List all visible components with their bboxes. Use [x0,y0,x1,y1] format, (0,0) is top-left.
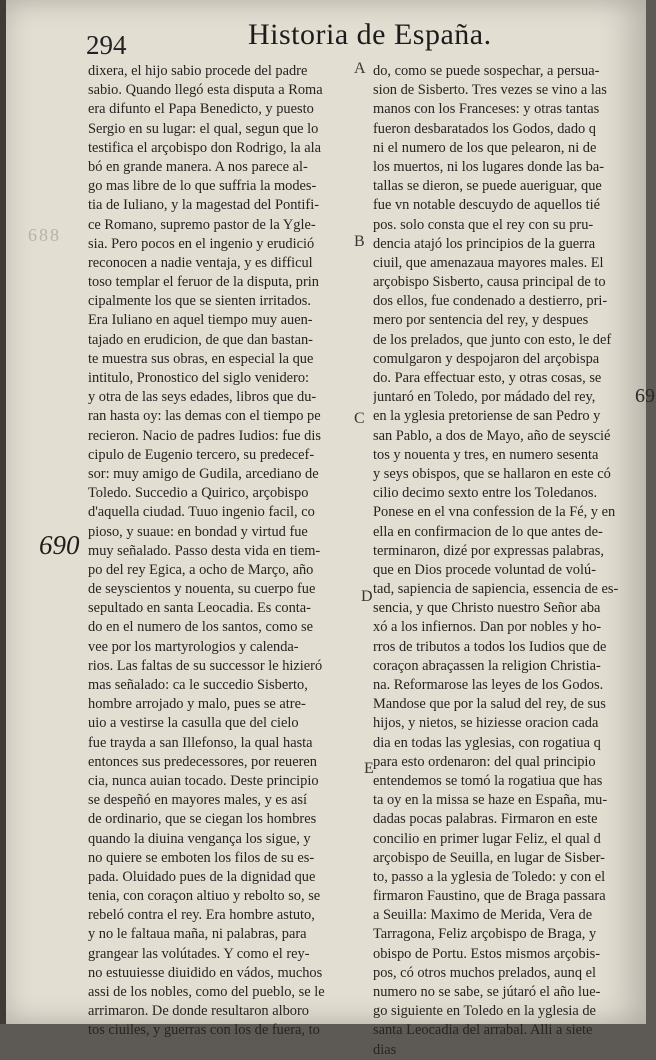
text-line: era difunto el Papa Benedicto, y puesto [88,101,314,118]
text-line: y no le faltaua maña, ni palabras, para [88,926,307,943]
text-line: reconocen a nadie ventaja, y es difficul [88,254,313,271]
text-line: para esto ordenaron: del qual principio [373,753,596,770]
text-line: d'aquella ciudad. Tuuo ingenio facil, co [88,504,315,521]
text-line: obispo de Portu. Estos mismos arçobis- [373,945,601,962]
text-line: intitulo, Pronostico del siglo venidero: [88,370,310,386]
text-line: firmaron Faustino, que de Braga passara [373,888,606,905]
show-through-number: 688 [28,225,61,245]
page-number: 294 [86,30,127,60]
text-line: pada. Oluidado pues de la dignidad que [88,868,316,885]
text-line: dencia atajó los principios de la guerra [373,235,596,252]
text-line: san Pablo, a dos de Mayo, año de seyscié [373,427,611,444]
text-line: assi de los nobles, como del pueblo, se le [88,984,325,1000]
text-line: entonces sus predecessores, por reueren [88,753,317,770]
text-line: do, como se puede sospechar, a persua- [373,63,600,79]
section-letter-e: E [364,760,374,777]
text-line: fueron desbaratados los Godos, dado q [373,120,597,137]
margin-year-left: 690 [39,530,80,560]
text-line: de los prelados, que junto con esto, le def [373,331,612,348]
text-line: go siguiente en Toledo en la yglesia de [373,1003,596,1020]
text-line: arçobispo Sisberto, causa principal de to [373,274,606,291]
text-line: los muertos, ni los lugares donde las ba- [373,158,605,175]
text-line: entendemos se tomó la rogatiua que has [373,772,603,789]
text-line: dia en todas las yglesias, con rogatiua q [373,734,601,751]
text-line: sion de Sisberto. Tres vezes se vino a las [373,82,607,99]
text-line: dias [373,1041,397,1058]
text-line: no estuuiesse diuidido en vádos, muchos [88,964,323,981]
text-line: fue vn notable descuydo de aquellos tié [373,197,600,214]
text-line: vee por los martyrologios y calenda- [88,638,299,655]
text-line: te muestra sus obras, en especial la que [88,350,314,367]
section-letter-c: C [354,410,365,427]
text-line: ce Romano, supremo pastor de la Ygle- [88,216,316,233]
text-line: quando la diuina vengança los sigue, y [88,830,311,847]
text-line: rros de tributos a todos los Iudios que de [373,638,607,655]
right-text-column [373,62,643,1058]
text-line: ni el numero de los que pelearon, ni de [373,139,597,156]
text-line: grangear las volútades. Y como el rey- [88,945,310,962]
text-line: dos ellos, fue condenado a destierro, pri- [373,293,608,310]
left-text-column [88,62,358,1039]
text-line: santa Leocadia del arrabal. Alli a siete [373,1022,593,1039]
text-line: po del rey Egica, a ocho de Março, año [88,561,314,578]
text-line: tia de Iuliano, y la magestad del Pontifi- [88,197,319,214]
text-line: cipalmente los que se sienten irritados. [88,293,311,310]
text-line: de seyscientos y nouenta, su cuerpo fue [88,581,316,598]
text-line: Era Iuliano en aquel tiempo muy auen- [88,312,313,329]
text-line: testifica el arçobispo don Rodrigo, la ala [88,139,321,156]
text-line: pioso, y suaue: en bondad y virtud fue [88,523,308,540]
text-line: pos, có otros muchos prelados, aunq el [373,964,597,981]
text-line: sia. Pero pocos en el ingenio y erudició [88,235,315,252]
text-line: mas señalado: ca le succedio Sisberto, [88,677,308,693]
text-line: no quiere se emboten los filos de su es- [88,849,315,866]
text-line: ran hasta oy: las demas con el tiempo pe [88,408,321,425]
text-line: rios. Las faltas de su successor le hizieró [88,657,323,674]
text-line: arrimaron. De donde resultaron alboro [88,1003,309,1020]
text-line: ciuil, que amenazaua mayores males. El [373,254,604,271]
text-line: tos y nouenta y tres, en numero sesenta [373,446,599,463]
text-line: fue trayda a san Illefonso, la qual hasta [88,734,313,751]
text-line: Sergio en su lugar: el qual, segun que lo [88,120,319,137]
text-line: Mandose que por la salud del rey, de sus [373,696,606,713]
text-line: tajado en erudicion, de que dan bastan- [88,331,313,348]
text-line: hombre arrojado y malo, pues se atre- [88,696,306,713]
text-line: terminaron, dizé por expressas palabras, [373,542,604,559]
text-line: comulgaron y despojaron del arçobispa [373,350,600,367]
text-line: cilio decimo sexto entre los Toledanos. [373,485,598,502]
text-line: pos. solo consta que el rey con su pru- [373,216,594,233]
text-line: ta oy en la missa se haze en España, mu- [373,792,608,809]
text-line: tallas se dieron, se puede aueriguar, que [373,178,602,195]
text-line: manos con los Franceses: y otras tantas [373,101,600,118]
margin-year-right: 69 [635,385,655,407]
text-line: a Seuilla: Maximo de Merida, Vera de [373,907,593,924]
text-line: Tarragona, Feliz arçobispo de Braga, y [373,926,597,943]
text-line: tenia, con coraçon altiuo y rebolto so, se [88,888,321,905]
text-line: cia, nunca auian tocado. Deste principio [88,772,319,789]
text-line: dixera, el hijo sabio procede del padre [88,63,308,79]
text-line: Ponese en el vna confession de la Fé, y en [373,504,616,521]
text-line: juntaró en Toledo, por mádado del rey, [373,389,596,406]
text-line: en la yglesia pretoriense de san Pedro y [373,408,601,425]
text-line: de ordinario, que se ciegan los hombres [88,811,317,828]
text-line: to, passo a la yglesia de Toledo: y con el [373,868,606,885]
text-line: dadas pocas palabras. Firmaron en este [373,811,598,828]
text-line: sencia, y que Christo nuestro Señor aba [373,600,601,617]
text-line: coraçon abraçassen la religion Christia- [373,657,601,674]
text-line: hijos, y nietos, se hiziesse oracion cada [373,715,599,732]
text-line: se despeñó en mayores males, y es así [88,792,307,809]
text-line: toso templar el feruor de la disputa, prin [88,274,319,291]
text-line: rebeló contra el rey. Era hombre astuto, [88,907,315,924]
section-letter-a: A [354,60,366,77]
text-line: muy señalado. Passo desta vida en tiem- [88,542,321,559]
book-page [6,0,655,1058]
text-line: mero por sentencia del rey, y despues [373,312,589,329]
show-through-marginalia [28,670,78,890]
text-line: do en el numero de los santos, como se [88,619,314,636]
text-line: tos ciuiles, y guerras con los de fuera, to [88,1022,320,1039]
text-line: sabio. Quando llegó esta disputa a Roma [88,82,323,99]
text-line: bó en grande manera. A nos parece al- [88,158,308,175]
text-line: ella en confirmacion de lo que antes de- [373,523,603,540]
section-letter-b: B [354,233,365,250]
text-line: sepultado en santa Leocadia. Es conta- [88,600,311,617]
text-line: Toledo. Succedio a Quirico, arçobispo [88,485,309,502]
text-line: na. Reformarose las leyes de los Godos. [373,677,604,693]
text-line: cipulo de Eugenio tercero, su predecef- [88,446,315,463]
text-line: y otra de las seys edades, libros que du- [88,389,317,406]
text-line: sor: muy amigo de Gudila, arcediano de [88,465,319,482]
text-line: concilio en primer lugar Feliz, el qual d [373,830,601,847]
text-line: que en Dios procede voluntad de volú- [373,561,596,578]
text-line: do. Para effectuar esto, y otras cosas, se [373,370,602,386]
text-line: tad, sapiencia de sapiencia, essencia de es- [373,581,619,598]
section-letter-d: D [361,588,373,605]
text-line: go mas libre de lo que suffria la modes- [88,178,317,195]
text-line: uio a vestirse la casulla que del cielo [88,715,299,732]
text-line: xó a los infiernos. Dan por nobles y ho- [373,619,602,636]
text-line: arçobispo de Seuilla, en lugar de Sisber- [373,849,605,866]
text-line: numero no se sabe, se jútaró el año lue- [373,984,601,1000]
text-line: recieron. Nacio de padres Iudios: fue dis [88,427,321,444]
text-line: y seys obispos, que se hallaron en este có [373,465,611,482]
running-head: Historia de España. [248,18,492,51]
